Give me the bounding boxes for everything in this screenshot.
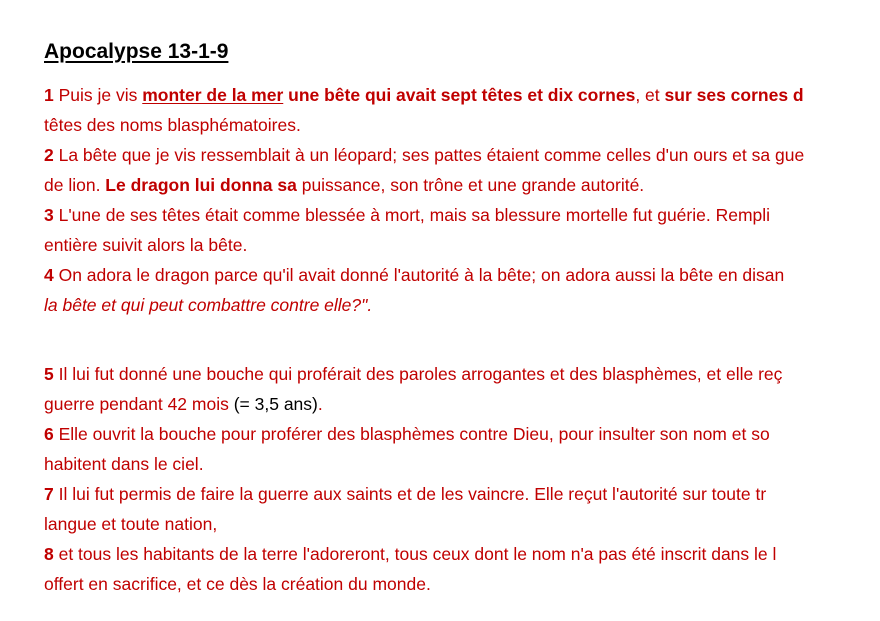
emphasis-underlined: monter de la mer [142,85,284,105]
verse-7-line-1: 7 Il lui fut permis de faire la guerre aux saints et de les vaincre. Elle reçut l'autorité sur toute tr [44,484,767,504]
verse-2-line-2: de lion. Le dragon lui donna sa puissance, son trône et une grande autorité. [44,175,645,195]
verse-8-line-1: 8 et tous les habitants de la terre l'adoreront, tous ceux dont le nom n'a pas été inscrit dans le l [44,544,777,564]
verse-4-line-1: 4 On adora le dragon parce qu'il avait donné l'autorité à la bête; on adora aussi la bête en disan [44,265,785,285]
verse-number: 4 [44,265,54,285]
verse-1-line-1: 1 Puis je vis monter de la mer une bête qui avait sept têtes et dix cornes, et sur ses cornes d [44,85,804,105]
verse-number: 7 [44,484,54,504]
page-title: Apocalypse 13-1-9 [44,40,229,63]
verse-4-line-2: la bête et qui peut combattre contre elle?". [44,295,373,315]
verse-number: 1 [44,85,54,105]
emphasis: sur ses cornes d [664,85,804,105]
verse-3-line-1: 3 L'une de ses têtes était comme blessée à mort, mais sa blessure mortelle fut guérie. Rempli [44,205,771,225]
verse-1-line-2: têtes des noms blasphématoires. [44,115,301,135]
verse-number: 3 [44,205,54,225]
verse-number: 2 [44,145,54,165]
verse-7-line-2: langue et toute nation, [44,514,218,534]
verse-6-line-2: habitent dans le ciel. [44,454,204,474]
emphasis: Le dragon lui donna sa [105,175,297,195]
parenthetical-note: (= 3,5 ans) [233,394,318,414]
verse-3-line-2: entière suivit alors la bête. [44,235,248,255]
verse-number: 6 [44,424,54,444]
verse-number: 8 [44,544,54,564]
verse-8-line-2: offert en sacrifice, et ce dès la création du monde. [44,574,431,594]
verse-number: 5 [44,364,54,384]
emphasis: une bête qui avait sept têtes et dix cornes [283,85,636,105]
verse-6-line-1: 6 Elle ouvrit la bouche pour proférer des blasphèmes contre Dieu, pour insulter son nom et so [44,424,770,444]
verse-5-line-1: 5 Il lui fut donné une bouche qui proférait des paroles arrogantes et des blasphèmes, et elle reç [44,364,783,384]
verse-2-line-1: 2 La bête que je vis ressemblait à un léopard; ses pattes étaient comme celles d'un ours et sa gue [44,145,805,165]
verse-5-line-2: guerre pendant 42 mois (= 3,5 ans). [44,394,323,414]
